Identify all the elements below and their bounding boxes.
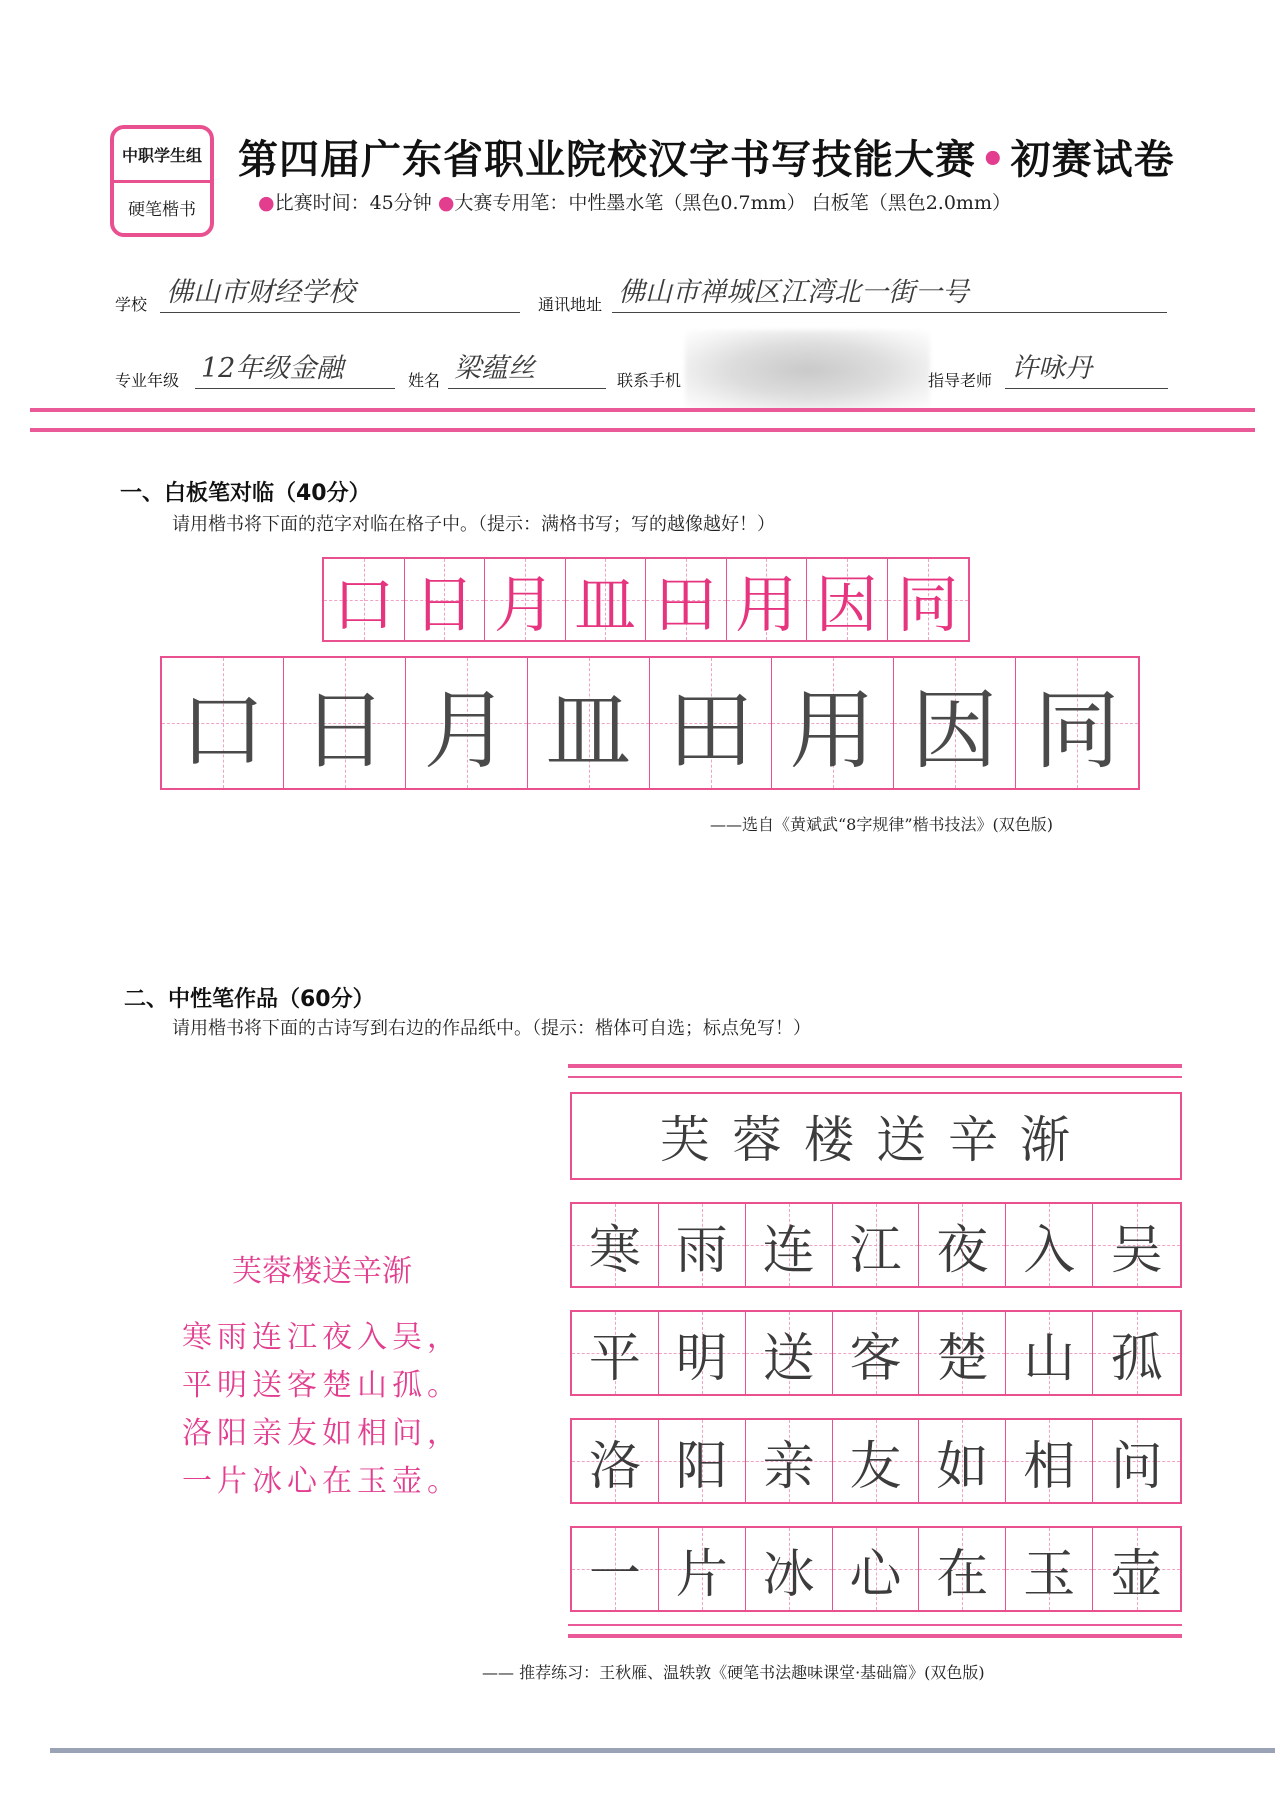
- written-char: 同: [1034, 681, 1120, 781]
- model-char: 口: [332, 568, 395, 640]
- section2-credit: —— 推荐练习：王秋雁、温轶敦《硬笔书法趣味课堂·基础篇》(双色版): [482, 1663, 985, 1682]
- model-char: 皿: [574, 568, 637, 640]
- poem-char-cell[interactable]: [833, 1420, 920, 1502]
- school-label: 学校: [115, 295, 148, 314]
- written-char: 月: [423, 681, 510, 781]
- practice-char-cell[interactable]: [284, 658, 406, 788]
- redacted-phone: [685, 330, 930, 410]
- name-field[interactable]: 梁蕴丝: [448, 352, 606, 389]
- poem-char: 山: [1023, 1328, 1076, 1389]
- poem-char-cell[interactable]: [746, 1528, 833, 1610]
- address-label: 通讯地址: [538, 295, 603, 314]
- poem-row[interactable]: [570, 1526, 1182, 1612]
- paper-border-bottom: [568, 1634, 1182, 1638]
- address-field[interactable]: 佛山市禅城区江湾北一街一号: [612, 276, 1167, 313]
- poem-char: 如: [936, 1436, 989, 1497]
- section1-desc: 请用楷书将下面的范字对临在格子中。（提示：满格书写；写的越像越好！）: [172, 514, 775, 535]
- poem-char: 一: [588, 1544, 641, 1605]
- poem-char: 片: [675, 1544, 728, 1605]
- poem-char-cell[interactable]: [572, 1528, 659, 1610]
- poem-char-cell[interactable]: [746, 1312, 833, 1394]
- poem-char-cell[interactable]: [1006, 1204, 1093, 1286]
- poem-char-cell[interactable]: [1006, 1420, 1093, 1502]
- poem-char-cell[interactable]: [572, 1312, 659, 1394]
- practice-char-cell[interactable]: [894, 658, 1016, 788]
- poem-char: 心: [849, 1544, 902, 1605]
- model-char-cell: [807, 559, 888, 640]
- poem-char-cell[interactable]: [746, 1420, 833, 1502]
- model-char-cell: [485, 559, 566, 640]
- poem-char-cell[interactable]: [1093, 1528, 1180, 1610]
- reference-poem-line: 洛阳亲友如相问，: [182, 1416, 462, 1451]
- poem-char-cell[interactable]: [1006, 1312, 1093, 1394]
- practice-char-cell[interactable]: [772, 658, 894, 788]
- written-char: 用: [789, 681, 876, 781]
- poem-char: 楚: [936, 1328, 989, 1389]
- poem-char: 阳: [675, 1436, 728, 1497]
- model-char-cell: [888, 559, 969, 640]
- written-char: 田: [667, 681, 754, 781]
- model-char-cell: [727, 559, 808, 640]
- paper-border-top: [568, 1064, 1182, 1068]
- written-char: 因: [911, 681, 998, 781]
- model-char-cell: [646, 559, 727, 640]
- written-poem-title[interactable]: 芙蓉楼送辛渐: [570, 1092, 1182, 1180]
- exam-title-main: 第四届广东省职业院校汉字书写技能大赛: [238, 137, 976, 183]
- practice-char-cell[interactable]: [162, 658, 284, 788]
- poem-char: 孤: [1110, 1328, 1163, 1389]
- poem-char-cell[interactable]: [1093, 1312, 1180, 1394]
- poem-char: 明: [675, 1328, 728, 1389]
- poem-char-cell[interactable]: [659, 1204, 746, 1286]
- poem-char: 寒: [588, 1220, 641, 1281]
- poem-char-cell[interactable]: [572, 1420, 659, 1502]
- poem-char-cell[interactable]: [919, 1420, 1006, 1502]
- exam-title-tail: 初赛试卷: [1010, 137, 1175, 183]
- poem-char-cell[interactable]: [919, 1204, 1006, 1286]
- info-bullet-icon: ●: [258, 192, 275, 214]
- exam-pens: 大赛专用笔：中性墨水笔（黑色0.7mm） 白板笔（黑色2.0mm）: [454, 192, 1011, 214]
- practice-char-cell[interactable]: [528, 658, 650, 788]
- school-field[interactable]: 佛山市财经学校: [160, 276, 520, 313]
- practice-char-cell[interactable]: [406, 658, 528, 788]
- poem-char: 客: [849, 1328, 902, 1389]
- section2-title: 二、中性笔作品（60分）: [124, 987, 375, 1012]
- separator-bottom: [30, 428, 1255, 432]
- model-char-grid: [322, 557, 970, 642]
- page-bottom-edge: [50, 1748, 1275, 1753]
- poem-char-cell[interactable]: [919, 1528, 1006, 1610]
- poem-char: 吴: [1110, 1220, 1163, 1281]
- poem-char-cell[interactable]: [659, 1420, 746, 1502]
- exam-title: [238, 128, 1175, 185]
- exam-info: [258, 188, 1011, 215]
- poem-char: 雨: [675, 1220, 728, 1281]
- poem-char: 玉: [1023, 1544, 1076, 1605]
- separator-top: [30, 408, 1255, 412]
- model-char: 因: [815, 568, 878, 640]
- poem-row[interactable]: [570, 1418, 1182, 1504]
- poem-char: 连: [762, 1220, 815, 1281]
- poem-char: 冰: [762, 1544, 815, 1605]
- model-char: 田: [654, 568, 717, 640]
- practice-char-cell[interactable]: [1016, 658, 1138, 788]
- poem-char: 洛: [588, 1436, 641, 1497]
- poem-char-cell[interactable]: [833, 1312, 920, 1394]
- poem-row[interactable]: [570, 1310, 1182, 1396]
- poem-char: 入: [1023, 1220, 1076, 1281]
- model-char-cell: [324, 559, 405, 640]
- poem-char-cell[interactable]: [833, 1204, 920, 1286]
- section1-title: 一、白板笔对临（40分）: [120, 481, 371, 506]
- teacher-label: 指导老师: [928, 371, 993, 390]
- teacher-field[interactable]: 许咏丹: [1005, 352, 1168, 389]
- poem-char: 相: [1023, 1436, 1076, 1497]
- poem-char-cell[interactable]: [1093, 1204, 1180, 1286]
- major-label: 专业年级: [115, 371, 180, 390]
- poem-char-cell[interactable]: [1006, 1528, 1093, 1610]
- category-badge: [110, 125, 214, 237]
- phone-label: 联系手机: [617, 371, 682, 390]
- exam-time: 比赛时间：45分钟: [274, 192, 432, 214]
- name-label: 姓名: [408, 371, 441, 390]
- title-bullet-icon: •: [980, 137, 1007, 183]
- reference-poem-line: 一片冰心在玉壶。: [182, 1464, 462, 1499]
- section2-desc: 请用楷书将下面的古诗写到右边的作品纸中。（提示：楷体可自选；标点免写！）: [172, 1018, 811, 1039]
- info-bullet-icon: ●: [437, 192, 455, 214]
- poem-char: 夜: [936, 1220, 989, 1281]
- model-char: 用: [735, 568, 798, 640]
- poem-char: 问: [1110, 1436, 1163, 1497]
- model-char: 日: [413, 568, 476, 640]
- poem-char-cell[interactable]: [572, 1204, 659, 1286]
- poem-char: 送: [762, 1328, 815, 1389]
- reference-poem-line: 寒雨连江夜入吴，: [182, 1320, 462, 1355]
- poem-char: 江: [849, 1220, 902, 1281]
- model-char-cell: [566, 559, 647, 640]
- poem-char-cell[interactable]: [659, 1528, 746, 1610]
- poem-char-cell[interactable]: [833, 1528, 920, 1610]
- poem-char-cell[interactable]: [746, 1204, 833, 1286]
- poem-char-cell[interactable]: [659, 1312, 746, 1394]
- poem-char: 亲: [762, 1436, 815, 1497]
- poem-char: 壶: [1110, 1544, 1163, 1605]
- model-char: 月: [493, 568, 556, 640]
- written-char: 口: [179, 681, 266, 781]
- section1-credit: ——选自《黄斌武“8字规律”楷书技法》(双色版): [710, 815, 1054, 834]
- practice-char-cell[interactable]: [650, 658, 772, 788]
- poem-char-cell[interactable]: [919, 1312, 1006, 1394]
- poem-char: 在: [936, 1544, 989, 1605]
- poem-row[interactable]: [570, 1202, 1182, 1288]
- reference-poem-line: 平明送客楚山孤。: [182, 1368, 462, 1403]
- written-char: 日: [301, 681, 388, 781]
- paper-border-bottom-thin: [568, 1624, 1182, 1626]
- badge-group-label: 中职学生组: [114, 129, 210, 183]
- model-char-cell: [405, 559, 486, 640]
- reference-poem-title: 芙蓉楼送辛渐: [232, 1254, 412, 1289]
- poem-char-cell[interactable]: [1093, 1420, 1180, 1502]
- poem-char: 平: [588, 1328, 641, 1389]
- written-char: 皿: [545, 681, 632, 781]
- badge-style-label: 硬笔楷书: [128, 200, 196, 221]
- poem-char: 友: [849, 1436, 902, 1497]
- model-char: 同: [896, 568, 959, 640]
- major-field[interactable]: 12年级金融: [195, 352, 395, 389]
- paper-border-top-thin: [568, 1076, 1182, 1078]
- practice-char-grid[interactable]: [160, 656, 1140, 790]
